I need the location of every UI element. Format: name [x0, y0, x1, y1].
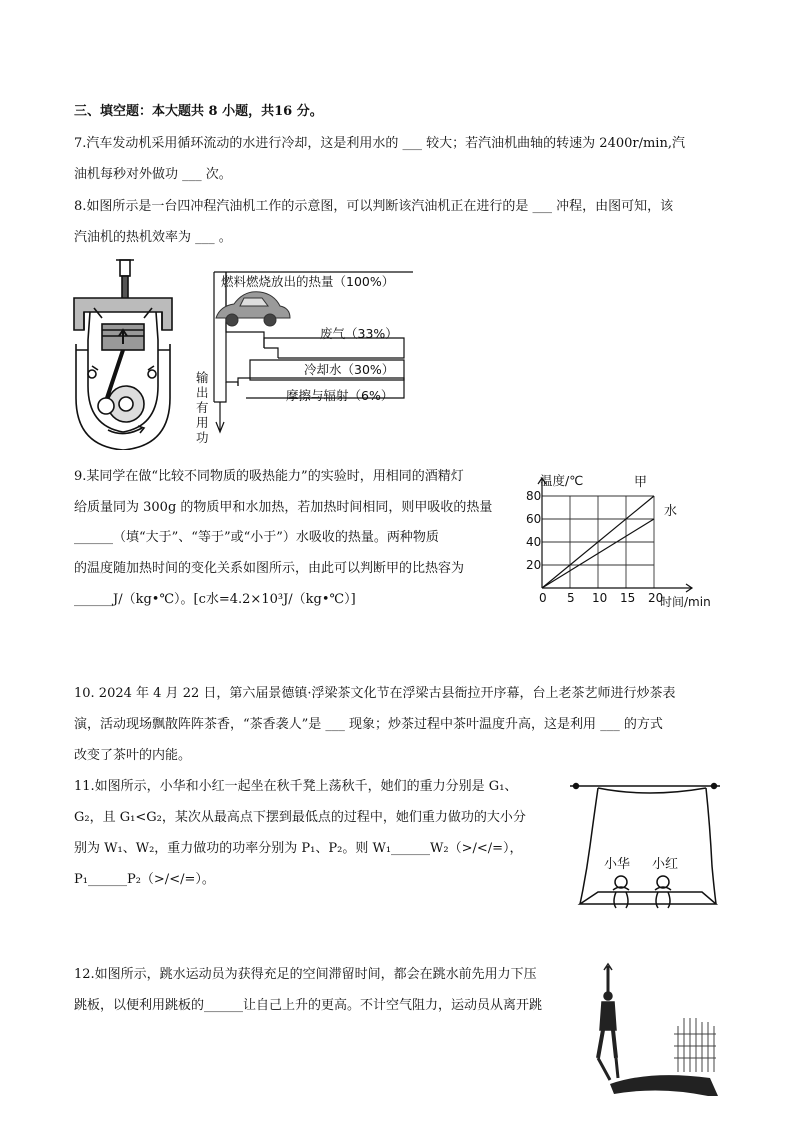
- q9-line-1: 9.某同学在做“比较不同物质的吸热能力”的实验时，用相同的酒精灯: [74, 469, 464, 484]
- x-tick-label: 15: [620, 591, 636, 605]
- q7-line-2: 油机每秒对外做功 ___ 次。: [74, 167, 232, 182]
- useful-work-char-2: 出: [196, 385, 209, 400]
- x-tick-label: 5: [567, 591, 575, 605]
- person-head-right: [657, 876, 669, 888]
- swing-label-xiaohong: 小红: [652, 857, 679, 872]
- q9-line-3: ______（填“大于”、“等于”或“小于”）水吸收的热量。两种物质: [74, 530, 439, 545]
- y-tick-label: 40: [526, 535, 542, 549]
- x-tick-label: 10: [592, 591, 608, 605]
- series-label-1: 甲: [634, 475, 648, 490]
- y-tick-label: 60: [526, 512, 542, 526]
- exhaust-label: 废气（33%）: [320, 326, 398, 341]
- swing-label-xiaohua: 小华: [604, 857, 631, 872]
- q8-line-1: 8.如图所示是一台四冲程汽油机工作的示意图，可以判断该汽油机正在进行的是 ___ 冲程，由图可知，该: [74, 199, 674, 214]
- series-label-2: 水: [664, 504, 678, 519]
- x-tick-label: 0: [539, 591, 547, 605]
- swing-figure: [568, 776, 728, 912]
- q10-line-2: 演，活动现场飘散阵阵茶香，“茶香袭人”是 ___ 现象；炒茶过程中茶叶温度升高，这是利用 ___ 的方式: [74, 717, 663, 732]
- diver-figure: [590, 962, 720, 1102]
- fuel-heat-label: 燃料燃烧放出的热量（100%）: [221, 274, 395, 289]
- car-icon: [216, 292, 290, 326]
- friction-radiation-label: 摩擦与辐射（6%）: [286, 388, 394, 403]
- engine-cylinder-figure: [74, 260, 172, 450]
- q12-line-2: 跳板，以便利用跳板的______让自己上升的更高。不计空气阻力，运动员从离开跳: [74, 998, 543, 1013]
- q9-line-4: 的温度随加热时间的变化关系如图所示，由此可以判断甲的比热容为: [74, 561, 465, 576]
- temperature-time-chart: [520, 470, 730, 615]
- useful-work-char-3: 有: [196, 400, 209, 415]
- q12-line-1: 12.如图所示，跳水运动员为获得充足的空间滞留时间，都会在跳水前先用力下压: [74, 967, 537, 982]
- q7-line-1: 7.汽车发动机采用循环流动的水进行冷却，这是利用水的 ___ 较大；若汽油机曲轴的转速为 2400r/min,汽: [74, 136, 685, 151]
- x-tick-label: 20: [648, 591, 664, 605]
- q8-line-2: 汽油机的热机效率为 ___ 。: [74, 230, 232, 245]
- q11-line-2: G₂，且 G₁<G₂，某次从最高点下摆到最低点的过程中，她们重力做功的大小分: [74, 810, 526, 825]
- y-axis-label: 温度/℃: [540, 473, 584, 488]
- q11-line-3: 别为 W₁、W₂，重力做功的功率分别为 P₁、P₂。则 W₁______W₂（>/</=），: [74, 841, 523, 856]
- swing-rope-left: [580, 788, 598, 904]
- y-tick-label: 20: [526, 558, 542, 572]
- y-tick-label: 80: [526, 489, 542, 503]
- engine-energy-diagram: [68, 258, 413, 450]
- useful-work-char-1: 输: [196, 370, 209, 385]
- q11-line-4: P₁______P₂（>/</=）。: [74, 872, 215, 887]
- spectator-stand: [674, 1018, 716, 1072]
- swing-seat: [580, 892, 716, 904]
- q10-line-3: 改变了茶叶的内能。: [74, 748, 192, 763]
- q9-line-5: ______J/（kg•℃）。[c水=4.2×10³J/（kg•℃）]: [74, 592, 356, 607]
- swing-rope-right: [706, 788, 716, 904]
- cooling-water-label: 冷却水（30%）: [304, 362, 395, 377]
- useful-work-char-5: 功: [196, 430, 209, 445]
- q9-line-2: 给质量同为 300g 的物质甲和水加热，若加热时间相同，则甲吸收的热量: [74, 500, 493, 515]
- person-head-left: [615, 876, 627, 888]
- q11-line-1: 11.如图所示，小华和小红一起坐在秋千凳上荡秋千，她们的重力分别是 G₁、: [74, 779, 518, 794]
- section-header: 三、填空题：本大题共 8 小题，共16 分。: [74, 104, 323, 119]
- useful-work-char-4: 用: [196, 415, 209, 430]
- q10-line-1: 10. 2024 年 4 月 22 日，第六届景德镇·浮梁茶文化节在浮梁古县衙拉开序幕，台上老茶艺师进行炒茶表: [74, 686, 676, 701]
- x-axis-label: 时间/min: [660, 595, 711, 609]
- diving-board: [610, 1075, 718, 1096]
- diver: [598, 964, 618, 1080]
